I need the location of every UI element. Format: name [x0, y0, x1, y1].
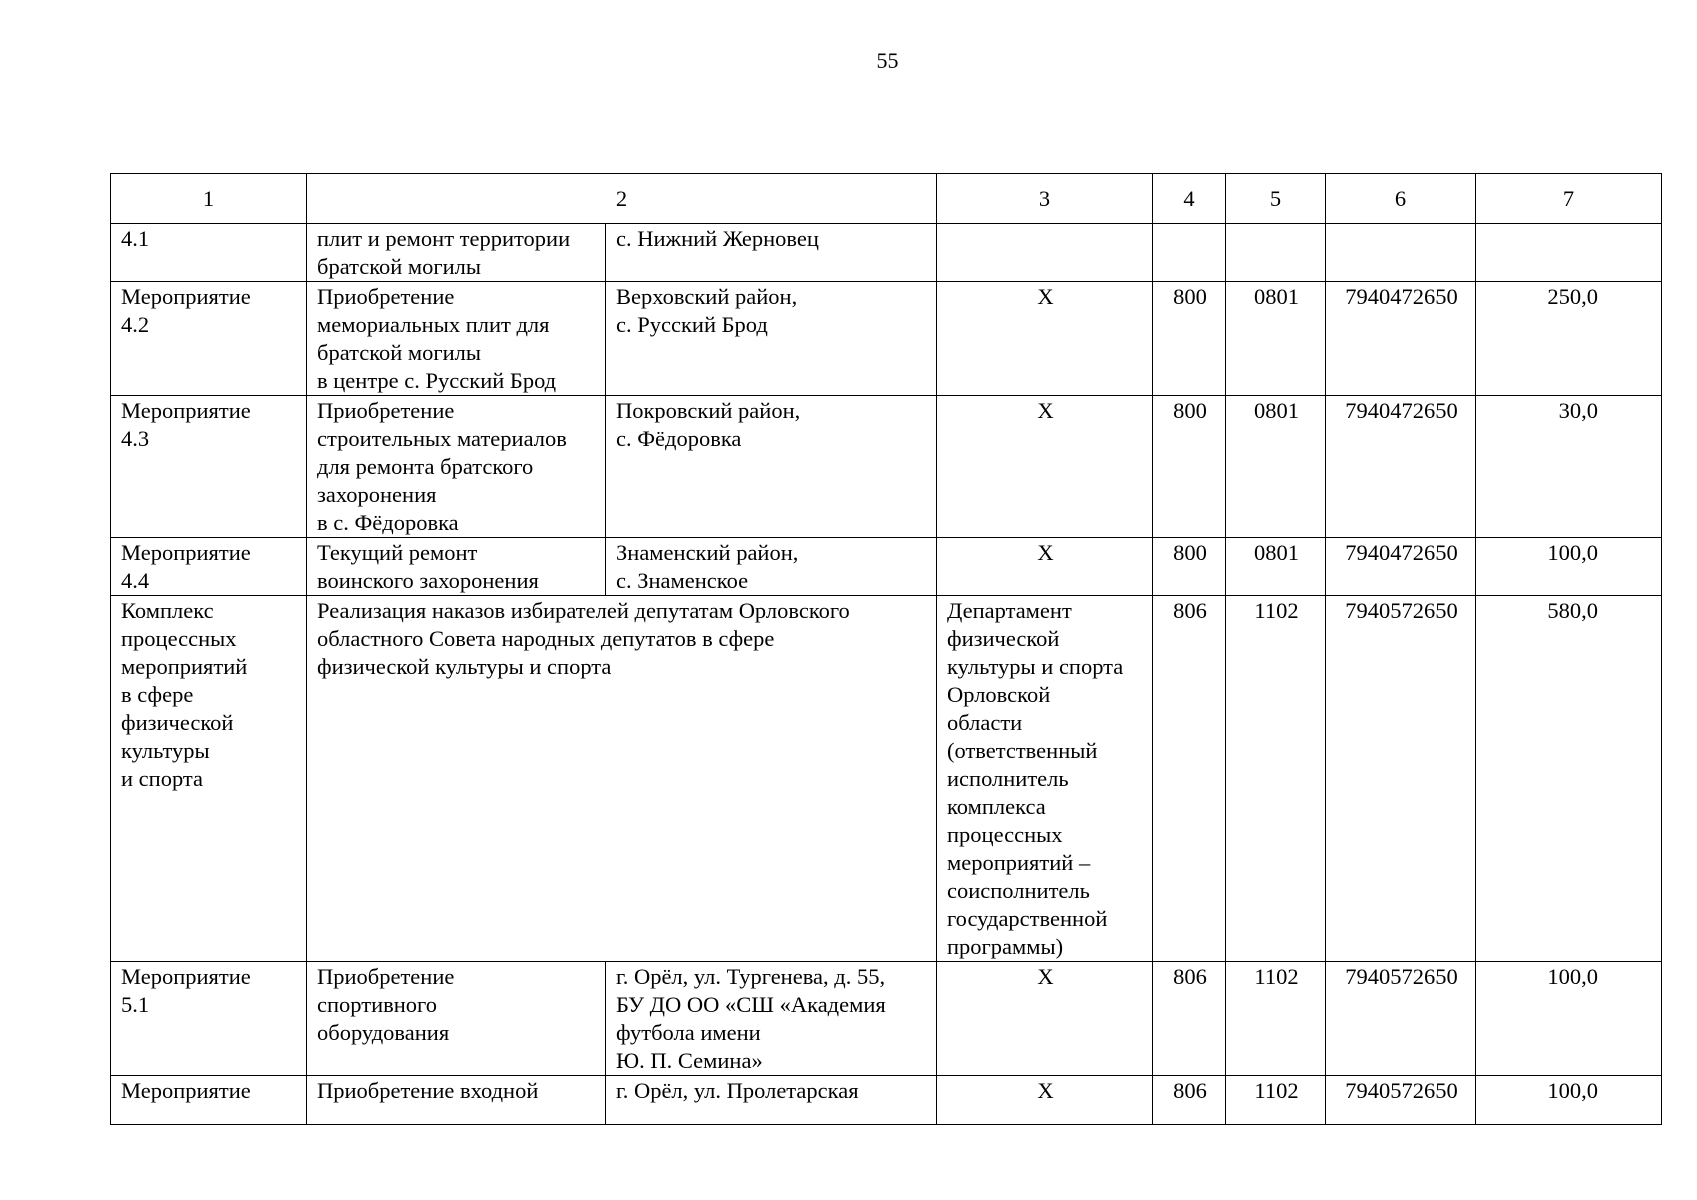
code-cell: 806 [1153, 596, 1226, 962]
section-cell [1226, 224, 1326, 282]
amount-cell: 250,0 [1476, 282, 1662, 396]
executor-cell: Х [937, 396, 1153, 538]
location-cell: Верховский район, с. Русский Брод [606, 282, 937, 396]
amount-cell: 100,0 [1476, 962, 1662, 1076]
column-header: 3 [937, 174, 1153, 224]
page-number: 55 [876, 48, 899, 73]
table-row [111, 224, 1662, 282]
section-cell: 0801 [1226, 282, 1326, 396]
activity-cell: Мероприятие 5.1 [111, 962, 307, 1076]
description-cell: плит и ремонт территории братской могилы [307, 224, 606, 282]
amount-cell: 580,0 [1476, 596, 1662, 962]
column-header: 1 [111, 174, 307, 224]
section-cell: 0801 [1226, 538, 1326, 596]
location-cell: г. Орёл, ул. Тургенева, д. 55, БУ ДО ОО «СШ «Академия футбола имени Ю. П. Семина» [606, 962, 937, 1076]
budget-table [110, 173, 1662, 1125]
column-header: 4 [1153, 174, 1226, 224]
target-code-cell: 7940472650 [1326, 538, 1476, 596]
table-row [111, 962, 1662, 1076]
table-row [111, 538, 1662, 596]
target-code-cell: 7940572650 [1326, 962, 1476, 1076]
target-code-cell: 7940472650 [1326, 396, 1476, 538]
target-code-cell [1326, 224, 1476, 282]
executor-cell: Х [937, 538, 1153, 596]
amount-cell: 100,0 [1476, 1076, 1662, 1125]
location-cell: с. Нижний Жерновец [606, 224, 937, 282]
activity-cell: Мероприятие 4.2 [111, 282, 307, 396]
section-cell: 1102 [1226, 962, 1326, 1076]
code-cell: 800 [1153, 396, 1226, 538]
location-cell: Знаменский район, с. Знаменское [606, 538, 937, 596]
description-cell: Приобретение строительных материалов для ремонта братского захоронения в с. Фёдоровка [307, 396, 606, 538]
section-cell: 1102 [1226, 1076, 1326, 1125]
code-cell: 800 [1153, 538, 1226, 596]
amount-cell [1476, 224, 1662, 282]
executor-cell [937, 224, 1153, 282]
executor-cell: Департамент физической культуры и спорта Орловской области (ответственный исполнитель комплекса процессных мероприятий – соисполнитель государственной программы) [937, 596, 1153, 962]
target-code-cell: 7940472650 [1326, 282, 1476, 396]
activity-cell: Мероприятие [111, 1076, 307, 1125]
target-code-cell: 7940572650 [1326, 1076, 1476, 1125]
table-row [111, 596, 1662, 962]
executor-cell: Х [937, 1076, 1153, 1125]
location-cell: Покровский район, с. Фёдоровка [606, 396, 937, 538]
location-cell: г. Орёл, ул. Пролетарская [606, 1076, 937, 1125]
description-cell: Приобретение входной [307, 1076, 606, 1125]
description-cell: Приобретение спортивного оборудования [307, 962, 606, 1076]
target-code-cell: 7940572650 [1326, 596, 1476, 962]
column-header: 5 [1226, 174, 1326, 224]
header-row [111, 174, 1662, 224]
code-cell: 806 [1153, 962, 1226, 1076]
section-cell: 1102 [1226, 596, 1326, 962]
column-header: 6 [1326, 174, 1476, 224]
activity-cell: Мероприятие 4.3 [111, 396, 307, 538]
code-cell: 800 [1153, 282, 1226, 396]
section-cell: 0801 [1226, 396, 1326, 538]
activity-cell: Комплекс процессных мероприятий в сфере физической культуры и спорта [111, 596, 307, 962]
activity-cell: Мероприятие 4.4 [111, 538, 307, 596]
description-cell: Приобретение мемориальных плит для братской могилы в центре с. Русский Брод [307, 282, 606, 396]
code-cell: 806 [1153, 1076, 1226, 1125]
amount-cell: 30,0 [1476, 396, 1662, 538]
table-row [111, 1076, 1662, 1125]
executor-cell: Х [937, 282, 1153, 396]
description-cell: Реализация наказов избирателей депутатам Орловского областного Совета народных депутатов в сфере физической культуры и спорта [307, 596, 937, 962]
activity-cell: 4.1 [111, 224, 307, 282]
column-header: 7 [1476, 174, 1662, 224]
code-cell [1153, 224, 1226, 282]
table-row [111, 396, 1662, 538]
table-row [111, 282, 1662, 396]
column-header: 2 [307, 174, 937, 224]
executor-cell: Х [937, 962, 1153, 1076]
description-cell: Текущий ремонт воинского захоронения [307, 538, 606, 596]
amount-cell: 100,0 [1476, 538, 1662, 596]
